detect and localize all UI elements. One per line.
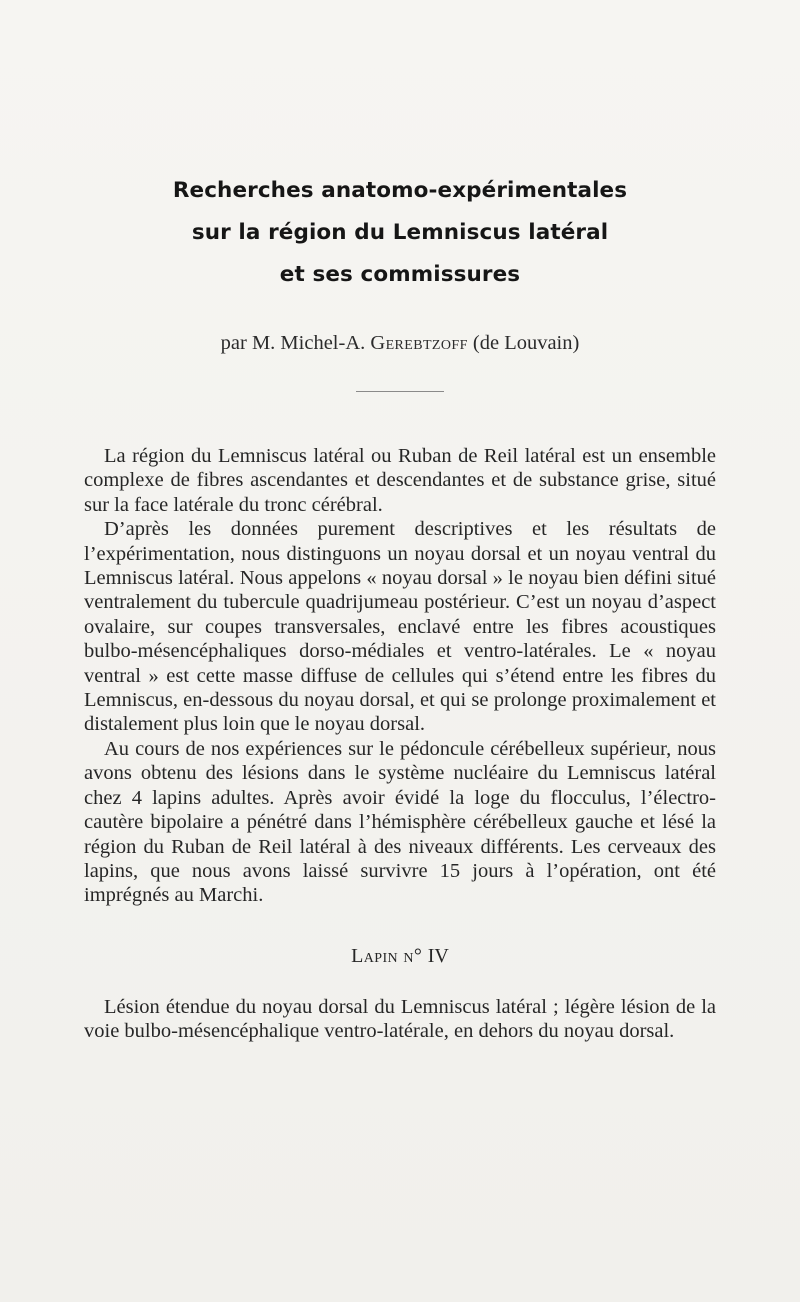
byline-prefix: par M. Michel-A.: [220, 332, 371, 354]
section-heading: [84, 944, 716, 968]
paragraph-3: Au cours de nos expériences sur le pédoncule cérébelleux supérieur, nous avons obtenu des lésions dans le système nucléaire du Lemniscus latéral chez 4 lapins adultes. Après avoir évidé la loge du flocculus, l’électro-cautère bipolaire a pénétré dans l’hémisphère cérébelleux gauche et lésé la région du Ruban de Reil latéral à des niveaux différents. Les cerveaux des lapins, que nous avons laissé survivre 15 jours à l’opération, ont été imprégnés au Marchi.: [84, 737, 716, 907]
title-divider: [356, 391, 444, 392]
title-line-1: Recherches anatomo-expérimentales: [172, 178, 628, 203]
author-surname: Gerebtzoff: [370, 332, 468, 354]
author-byline: [84, 330, 716, 356]
title-line-3: et ses commissures: [279, 262, 521, 287]
section-paragraph: Lésion étendue du noyau dorsal du Lemniscus latéral ; légère lésion de la voie bulbo-mésencéphalique ventro-latérale, en dehors du noyau dorsal.: [84, 995, 716, 1043]
article-title: [84, 170, 716, 296]
byline-affiliation: (de Louvain): [467, 332, 580, 354]
paragraph-2: D’après les données purement descriptives et les résultats de l’expérimentation, nous distinguons un noyau dorsal et un noyau ventral du Lemniscus latéral. Nous appelons « noyau dorsal » le noyau bien défini situé ventralement du tubercule quadrijumeau postérieur. C’est un noyau d’aspect ovalaire, sur coupes transversales, enclavé entre les fibres acoustiques bulbo-mésencéphaliques dorso-médiales et ventro-latérales. Le « noyau ventral » est cette masse diffuse de cellules qui s’étend entre les fibres du Lemniscus, en-dessous du noyau dorsal, et qui se prolonge proximalement et distalement plus loin que le noyau dorsal.: [84, 518, 716, 736]
paragraph-1: La région du Lemniscus latéral ou Ruban de Reil latéral est un ensemble complexe de fibres ascendantes et descendantes et de substance grise, situé sur la face latérale du tronc cérébral.: [84, 445, 716, 516]
section-heading-label: Lapin n°: [351, 944, 428, 967]
body-text: [84, 444, 716, 1044]
section-heading-number: IV: [427, 944, 449, 967]
title-line-2: sur la région du Lemniscus latéral: [191, 220, 609, 245]
document-content: [84, 170, 716, 1044]
